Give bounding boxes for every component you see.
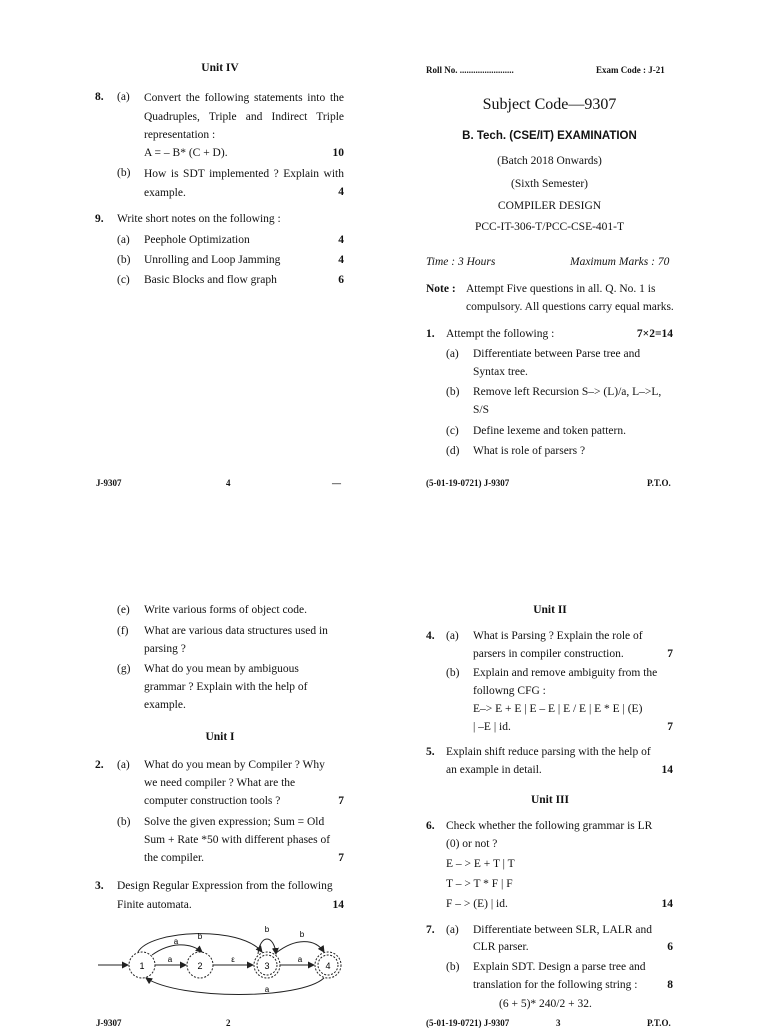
q7b-line-1: Explain SDT. Design a parse tree and — [473, 961, 646, 973]
q7a-label: (a) — [446, 924, 459, 936]
q4a-marks: 7 — [667, 648, 673, 660]
q4b-line-1: Explain and remove ambiguity from the — [473, 667, 658, 679]
q1f-label: (f) — [117, 625, 129, 637]
q1g-line-1: What do you mean by ambiguous — [144, 663, 299, 675]
q2a-marks: 7 — [338, 795, 344, 807]
q1g-line-3: example. — [144, 699, 186, 711]
edge-label-2-3: ε — [231, 955, 235, 964]
q2-number: 2. — [95, 759, 104, 771]
q1g-label: (g) — [117, 663, 131, 675]
q6-grammar-1: E – > E + T | T — [446, 858, 515, 870]
state-2-label: 2 — [197, 961, 203, 971]
edge-label-3-4-upper: b — [299, 930, 305, 939]
q9-number: 9. — [95, 213, 104, 225]
q4b-line-2: followng CFG : — [473, 685, 546, 697]
q7b-label: (b) — [446, 961, 460, 973]
q8a-expression: A = – B* (C + D). — [144, 147, 228, 159]
state-1-label: 1 — [139, 961, 145, 971]
q1-number: 1. — [426, 328, 435, 340]
q4a-line-2: parsers in compiler construction. — [473, 648, 624, 660]
q5-marks: 14 — [661, 764, 673, 776]
q9b-label: (b) — [117, 254, 131, 266]
footer-code: (5-01-19-0721) J-9307 — [426, 478, 510, 488]
q7a-line-2: CLR parser. — [473, 941, 529, 953]
subject-name: COMPILER DESIGN — [497, 200, 602, 212]
paper-code: PCC-IT-306-T/PCC-CSE-401-T — [474, 221, 625, 233]
subject-code: Subject Code—9307 — [482, 96, 617, 113]
unit-iii-heading: Unit III — [530, 794, 570, 806]
q1b-line-1: Remove left Recursion S–> (L)/a, L–>L, — [473, 386, 662, 398]
q1a-label: (a) — [446, 348, 459, 360]
q7b-expression: (6 + 5)* 240/2 + 32. — [499, 998, 592, 1010]
q7-number: 7. — [426, 924, 435, 936]
footer-code: (5-01-19-0721) J-9307 — [426, 1018, 510, 1028]
unit-i-heading: Unit I — [205, 731, 235, 743]
q6-line-2: (0) or not ? — [446, 838, 498, 850]
q4b-line-4: | –E | id. — [473, 721, 511, 733]
unit-iv-heading: Unit IV — [201, 62, 239, 74]
footer-pto: P.T.O. — [647, 478, 671, 488]
q1c-label: (c) — [446, 425, 459, 437]
q4a-line-1: What is Parsing ? Explain the role of — [473, 630, 643, 642]
q9b-text: Unrolling and Loop Jamming — [144, 254, 281, 266]
footer-code: J-9307 — [96, 478, 122, 488]
note-line-1: Attempt Five questions in all. Q. No. 1 is — [466, 283, 656, 295]
q7b-marks: 8 — [667, 979, 673, 991]
q9a-text: Peephole Optimization — [144, 234, 250, 246]
exam-title: B. Tech. (CSE/IT) EXAMINATION — [462, 130, 637, 142]
q5-number: 5. — [426, 746, 435, 758]
note-label: Note : — [426, 283, 456, 295]
q1d-text: What is role of parsers ? — [473, 445, 586, 457]
q4a-label: (a) — [446, 630, 459, 642]
edge-label-1-3: b — [197, 932, 203, 941]
q7b-line-2: translation for the following string : — [473, 979, 638, 991]
roll-number: Roll No. ........................ — [426, 65, 514, 75]
q1e-label: (e) — [117, 604, 130, 616]
q7a-marks: 6 — [667, 941, 673, 953]
q6-line-1: Check whether the following grammar is LR — [446, 820, 653, 832]
q1-marks: 7×2=14 — [636, 328, 673, 340]
q1c-text: Define lexeme and token pattern. — [473, 425, 626, 437]
q1g-line-2: grammar ? Explain with the help of — [144, 681, 308, 693]
footer-pto: P.T.O. — [647, 1018, 671, 1028]
q2a-line-1: What do you mean by Compiler ? Why — [144, 759, 325, 771]
q8b-text: How is SDT implemented ? Explain with example. — [144, 168, 344, 199]
q8-number: 8. — [95, 91, 104, 103]
q6-grammar-3: F – > (E) | id. — [446, 898, 508, 910]
q1e-text: Write various forms of object code. — [144, 604, 308, 616]
transition-4-1-lower — [146, 978, 324, 995]
edge-label-1-2: a — [167, 955, 173, 964]
transition-1-2-upper — [152, 945, 202, 955]
q9b-marks: 4 — [338, 254, 344, 266]
q2b-marks: 7 — [338, 852, 344, 864]
footer-page-number: 2 — [226, 1018, 231, 1028]
q3-number: 3. — [95, 880, 104, 892]
q2a-line-3: computer construction tools ? — [144, 795, 281, 807]
q1f-line-2: parsing ? — [144, 643, 186, 655]
q1f-line-1: What are various data structures used in — [144, 625, 328, 637]
unit-ii-heading: Unit II — [533, 604, 567, 616]
footer-page-number: 3 — [556, 1018, 561, 1028]
q8a-marks: 10 — [332, 147, 344, 159]
q3-marks: 14 — [332, 899, 344, 911]
q1d-label: (d) — [446, 445, 460, 457]
exam-code: Exam Code : J-21 — [596, 65, 665, 75]
q4b-label: (b) — [446, 667, 460, 679]
q9c-text: Basic Blocks and flow graph — [144, 274, 277, 286]
q5-line-1: Explain shift reduce parsing with the help of — [446, 746, 651, 758]
state-4-label: 4 — [325, 961, 331, 971]
batch: (Batch 2018 Onwards) — [497, 155, 602, 167]
q9a-marks: 4 — [338, 234, 344, 246]
state-3-label: 3 — [264, 961, 270, 971]
q2b-line-3: the compiler. — [144, 852, 205, 864]
q6-number: 6. — [426, 820, 435, 832]
q1b-line-2: S/S — [473, 404, 489, 416]
q8a-label: (a) — [117, 91, 130, 103]
footer-page-number: 4 — [226, 478, 231, 488]
q8b-label: (b) — [117, 167, 131, 179]
edge-label-3-4: a — [297, 955, 303, 964]
semester: (Sixth Semester) — [511, 178, 588, 190]
q8b-marks: 4 — [338, 186, 344, 198]
edge-label-self-3: b — [264, 925, 270, 934]
q9c-marks: 6 — [338, 274, 344, 286]
q4-number: 4. — [426, 630, 435, 642]
q1a-line-1: Differentiate between Parse tree and — [473, 348, 641, 360]
q2b-line-2: Sum + Rate *50 with different phases of — [144, 834, 331, 846]
q2b-label: (b) — [117, 816, 131, 828]
q6-grammar-2: T – > T * F | F — [446, 878, 513, 890]
q2a-label: (a) — [117, 759, 130, 771]
maximum-marks: Maximum Marks : 70 — [570, 256, 670, 268]
transition-3-4-upper — [276, 942, 324, 953]
q9a-label: (a) — [117, 234, 130, 246]
q4b-line-3: E–> E + E | E – E | E / E | E * E | (E) — [473, 703, 643, 715]
q4b-marks: 7 — [667, 721, 673, 733]
q5-line-2: an example in detail. — [446, 764, 542, 776]
edge-label-1-2-upper: a — [173, 937, 179, 946]
q8a-text: Convert the following statements into the Quadruples, Triple and Indirect Triple representation : — [144, 92, 344, 141]
footer-dash: — — [332, 478, 341, 488]
q9-text: Write short notes on the following : — [117, 213, 281, 225]
q6-marks: 14 — [661, 898, 673, 910]
finite-automaton-diagram — [90, 920, 360, 1005]
note-line-2: compulsory. All questions carry equal marks. — [466, 301, 674, 313]
q2b-line-1: Solve the given expression; Sum = Old — [144, 816, 325, 828]
time-allowed: Time : 3 Hours — [426, 256, 496, 268]
q3-line-1: Design Regular Expression from the following — [117, 880, 333, 892]
q7a-line-1: Differentiate between SLR, LALR and — [473, 924, 652, 936]
q1b-label: (b) — [446, 386, 460, 398]
q1-text: Attempt the following : — [446, 328, 555, 340]
q2a-line-2: we need compiler ? What are the — [144, 777, 296, 789]
edge-label-4-1: a — [264, 985, 270, 994]
q9c-label: (c) — [117, 274, 130, 286]
q1a-line-2: Syntax tree. — [473, 366, 528, 378]
footer-code: J-9307 — [96, 1018, 122, 1028]
q3-line-2: Finite automata. — [117, 899, 192, 911]
